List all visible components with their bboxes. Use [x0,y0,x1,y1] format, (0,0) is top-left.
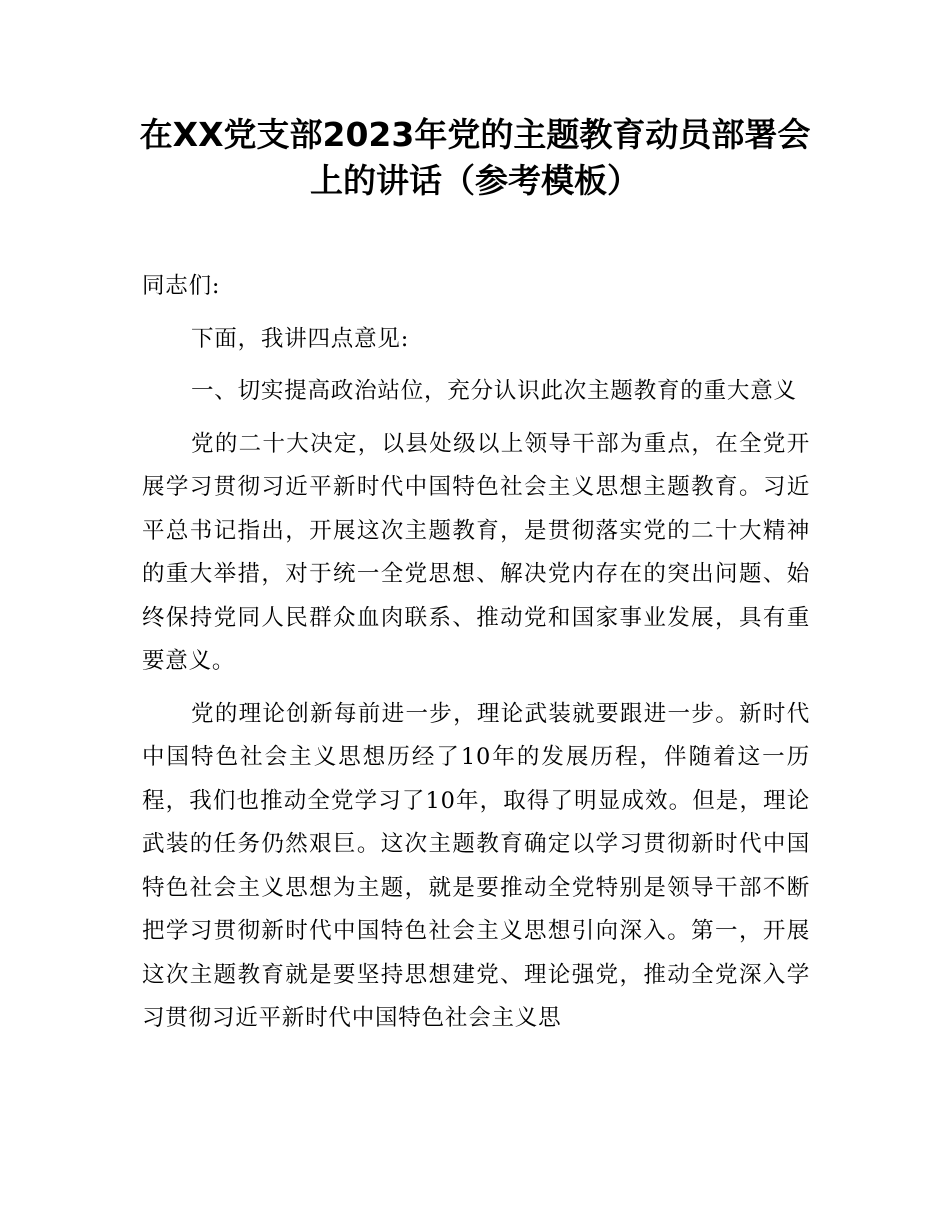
paragraph-2: 党的理论创新每前进一步，理论武装就要跟进一步。新时代中国特色社会主义思想历经了10年的发展历程，伴随着这一历程，我们也推动全党学习了10年，取得了明显成效。但是，理论武装的任务仍然艰巨。这次主题教育确定以学习贯彻新时代中国特色社会主义思想为主题，就是要推动全党特别是领导干部不断把学习贯彻新时代中国特色社会主义思想引向深入。第一，开展这次主题教育就是要坚持思想建党、理论强党，推动全党深入学习贯彻习近平新时代中国特色社会主义思 [142,700,810,1031]
title-line-2: 上的讲话（参考模板） [310,161,640,200]
salutation: 同志们: [142,273,221,299]
paragraph-1: 党的二十大决定，以县处级以上领导干部为重点，在全党开展学习贯彻习近平新时代中国特色社会主义思想主题教育。习近平总书记指出，开展这次主题教育，是贯彻落实党的二十大精神的重大举措，对于统一全党思想、解决党内存在的突出问题、始终保持党同人民群众血肉联系、推动党和国家事业发展，具有重要意义。 [142,430,810,674]
section-heading-1: 一、切实提高政治站位，充分认识此次主题教育的重大意义 [191,378,797,404]
title-line-1: 在XX党支部2023年党的主题教育动员部署会 [139,115,811,154]
document-title [100,112,850,204]
document-body [142,265,810,1050]
paragraph-intro: 下面，我讲四点意见: [191,325,410,352]
